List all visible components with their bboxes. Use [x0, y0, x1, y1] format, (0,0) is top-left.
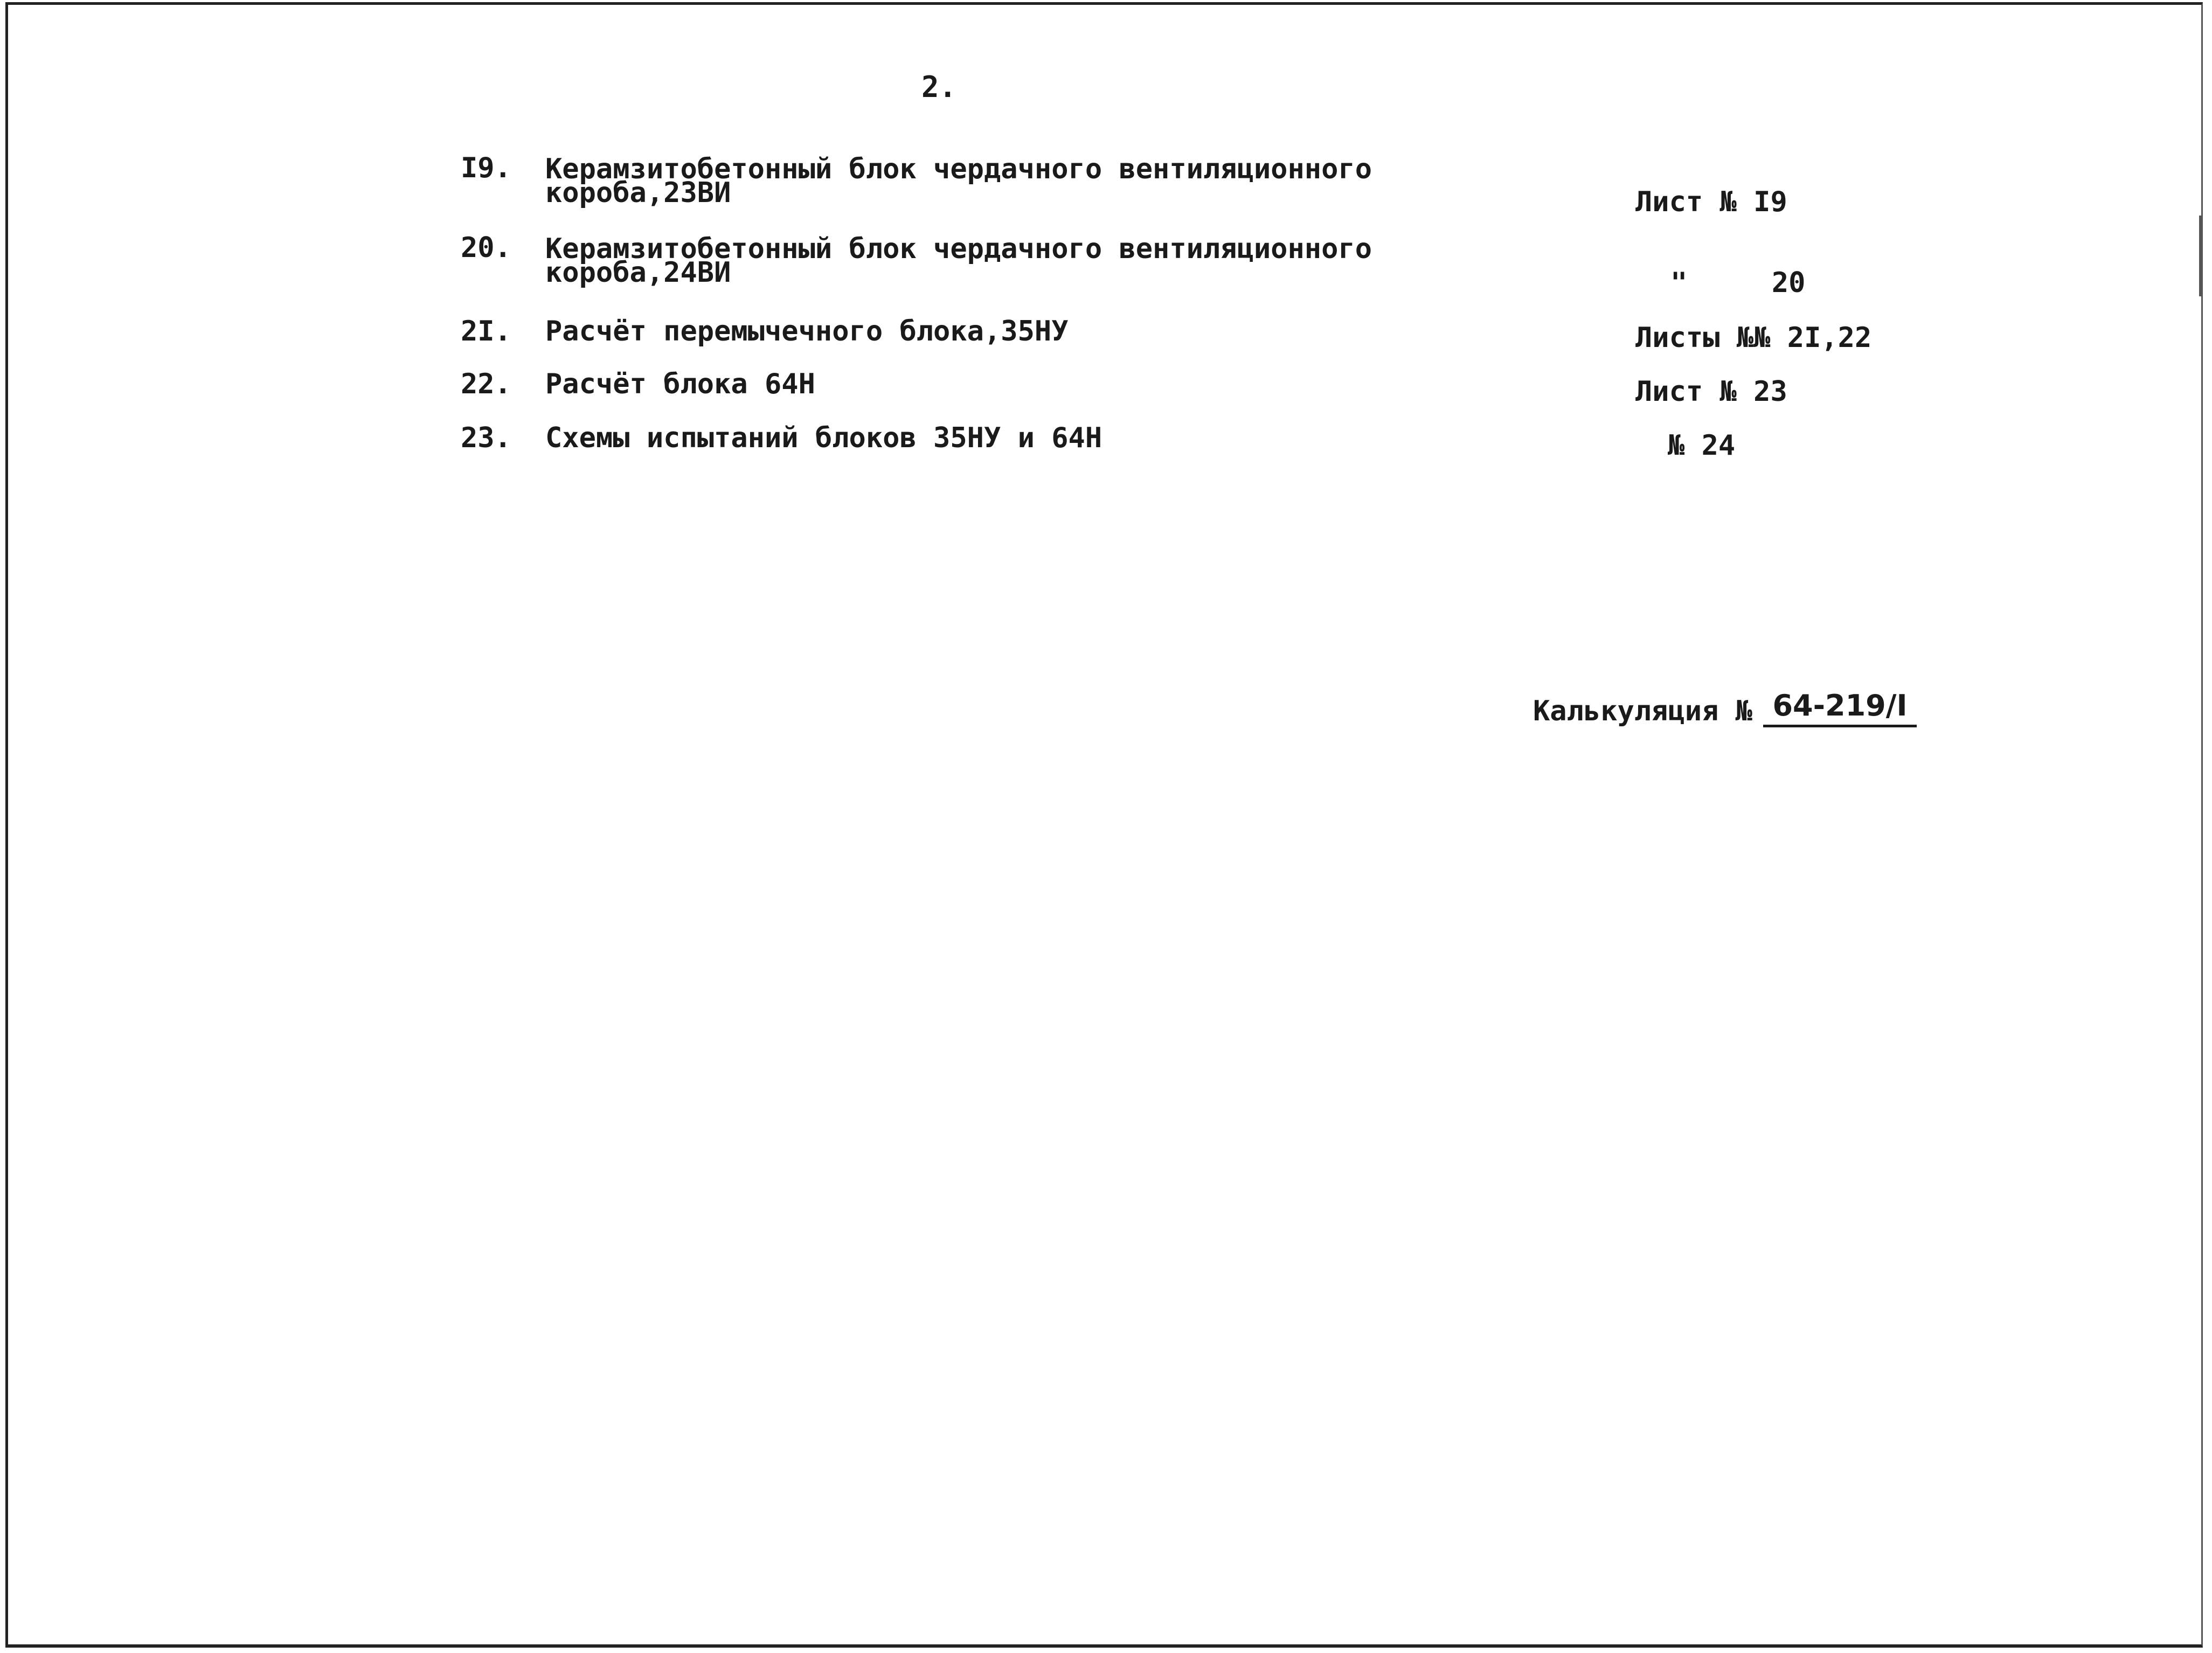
scan-edge-mark: [2199, 216, 2202, 296]
sheet-reference: Лист № I9: [1635, 186, 1787, 218]
sheet-reference: " 20: [1670, 267, 1806, 299]
calculation-label: Калькуляция №: [1533, 695, 1752, 727]
calculation-number: 64-219/I: [1763, 689, 1917, 727]
entry-number: 20.: [461, 232, 511, 264]
entry-number: 2I.: [461, 315, 511, 348]
page-number: 2.: [921, 70, 957, 104]
entry-number: I9.: [461, 152, 511, 184]
entry-number: 22.: [461, 368, 511, 400]
entry-title: Расчёт перемычечного блока,35НУ: [545, 315, 1069, 348]
entry-number: 23.: [461, 422, 511, 454]
entry-title: Керамзитобетонный блок чердачного вентиляционного короба,24ВИ: [545, 233, 1372, 289]
entry-title: Расчёт блока 64Н: [545, 368, 815, 400]
entry-title: Схемы испытаний блоков 35НУ и 64Н: [545, 422, 1102, 454]
sheet-reference: № 24: [1668, 429, 1736, 462]
sheet-reference: Лист № 23: [1635, 376, 1787, 408]
entry-title: Керамзитобетонный блок чердачного вентиляционного короба,23ВИ: [545, 153, 1372, 209]
sheet-reference: Листы №№ 2I,22: [1635, 322, 1872, 354]
